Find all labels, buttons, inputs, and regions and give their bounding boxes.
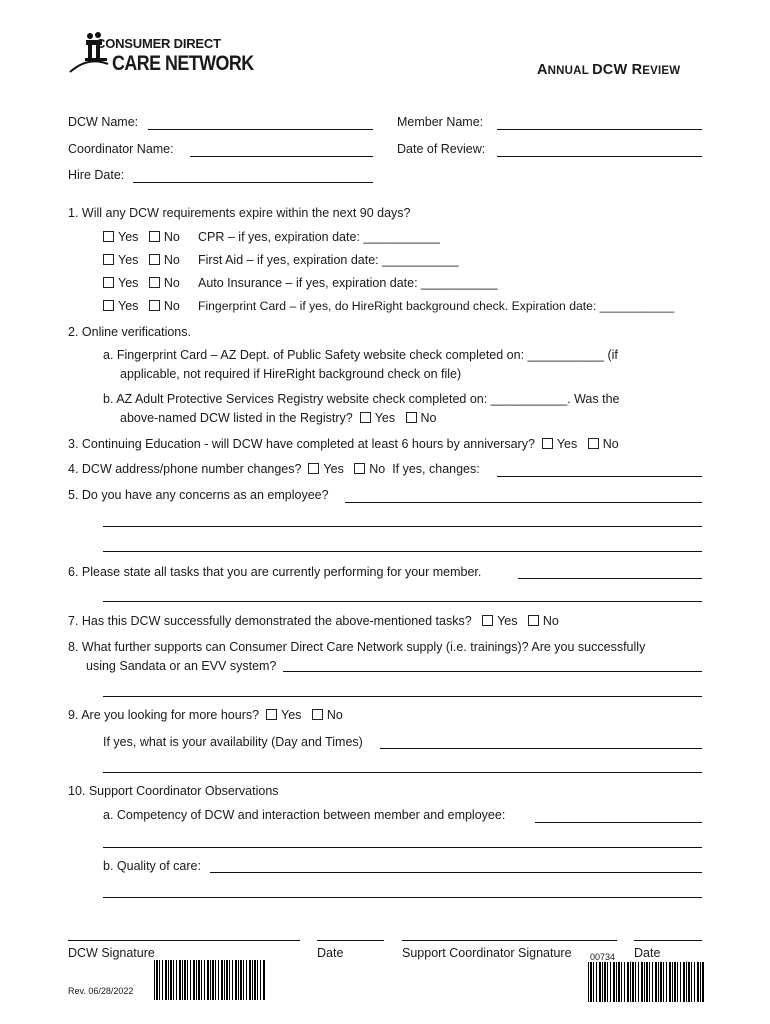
q1-item-first-aid: First Aid – if yes, expiration date: ___________: [198, 253, 459, 267]
no-checkbox[interactable]: [588, 438, 599, 449]
question-8-line2: using Sandata or an EVV system?: [86, 659, 277, 673]
no-checkbox[interactable]: [528, 615, 539, 626]
date-field-2[interactable]: [634, 940, 702, 941]
q10-a-label: a. Competency of DCW and interaction between member and employee:: [103, 808, 506, 822]
q9-availability-field[interactable]: [380, 748, 702, 749]
q8-answer-field[interactable]: [283, 671, 702, 672]
question-9: 9. Are you looking for more hours? Yes No: [68, 708, 343, 722]
q2-b-line1: b. AZ Adult Protective Services Registry website check completed on: ___________. Was the: [103, 392, 620, 406]
q10-b-label: b. Quality of care:: [103, 859, 201, 873]
q6-answer-field[interactable]: [518, 578, 702, 579]
coordinator-signature-field[interactable]: [402, 940, 617, 941]
no-checkbox[interactable]: [354, 463, 365, 474]
date-of-review-field[interactable]: [497, 156, 702, 157]
dcw-name-field[interactable]: [148, 129, 373, 130]
q2-b-line2: above-named DCW listed in the Registry? Yes No: [120, 411, 437, 425]
yes-checkbox[interactable]: [103, 277, 114, 288]
revision-date: Rev. 06/28/2022: [68, 986, 134, 996]
question-3: 3. Continuing Education - will DCW have completed at least 6 hours by anniversary? Yes No: [68, 437, 619, 451]
q2-a-line1: a. Fingerprint Card – AZ Dept. of Public Safety website check completed on: ___________ (if: [103, 348, 618, 362]
member-name-field[interactable]: [497, 129, 702, 130]
dcw-signature-field[interactable]: [68, 940, 300, 941]
q5-answer-line-2[interactable]: [103, 526, 702, 527]
q1-item-cpr: CPR – if yes, expiration date: ___________: [198, 230, 440, 244]
date-of-review-label: Date of Review:: [397, 142, 486, 156]
q5-answer-field[interactable]: [345, 502, 702, 503]
yes-checkbox[interactable]: [482, 615, 493, 626]
yes-checkbox[interactable]: [103, 300, 114, 311]
question-10: 10. Support Coordinator Observations: [68, 784, 279, 798]
date-label-1: Date: [317, 946, 344, 960]
yes-checkbox[interactable]: [360, 412, 371, 423]
coordinator-signature-label: Support Coordinator Signature: [402, 946, 572, 960]
yes-checkbox[interactable]: [103, 231, 114, 242]
no-checkbox[interactable]: [406, 412, 417, 423]
q1-item-fingerprint: Fingerprint Card – if yes, do HireRight background check. Expiration date: ___________: [198, 299, 675, 313]
dcw-name-label: DCW Name:: [68, 115, 139, 129]
question-6: 6. Please state all tasks that you are currently performing for your member.: [68, 565, 482, 579]
date-field-1[interactable]: [317, 940, 384, 941]
q1-row-auto-insurance: Yes No: [103, 276, 180, 290]
hire-date-label: Hire Date:: [68, 168, 125, 182]
q1-item-auto-insurance: Auto Insurance – if yes, expiration date: ___________: [198, 276, 498, 290]
question-1: 1. Will any DCW requirements expire within the next 90 days?: [68, 206, 411, 220]
q10-b-line-2[interactable]: [103, 897, 702, 898]
q1-row-cpr: Yes No: [103, 230, 180, 244]
form-code: 00734: [590, 952, 616, 962]
q6-answer-line-2[interactable]: [103, 601, 702, 602]
dcw-signature-label: DCW Signature: [68, 946, 155, 960]
no-checkbox[interactable]: [149, 300, 160, 311]
company-logo: [68, 30, 258, 92]
no-checkbox[interactable]: [149, 277, 160, 288]
yes-checkbox[interactable]: [103, 254, 114, 265]
question-4: 4. DCW address/phone number changes? Yes No If yes, changes:: [68, 462, 480, 476]
q10-a-line-2[interactable]: [103, 847, 702, 848]
hire-date-field[interactable]: [133, 182, 373, 183]
coordinator-name-field[interactable]: [190, 156, 373, 157]
q1-row-first-aid: Yes No: [103, 253, 180, 267]
logo-line1: CONSUMER DIRECT: [96, 36, 221, 51]
q2-a-line2: applicable, not required if HireRight background check on file): [120, 367, 462, 381]
logo-line2: CARE NETWORK: [112, 52, 254, 75]
question-7: 7. Has this DCW successfully demonstrated the above-mentioned tasks? Yes No: [68, 614, 559, 628]
question-2: 2. Online verifications.: [68, 325, 191, 339]
q1-row-fingerprint: Yes No: [103, 299, 180, 313]
barcode-left-icon: [154, 960, 266, 1000]
page-title: ANNUAL DCW REVIEW: [537, 62, 681, 78]
q4-changes-field[interactable]: [497, 476, 702, 477]
barcode-right-icon: [588, 962, 704, 1002]
q5-answer-line-3[interactable]: [103, 551, 702, 552]
q8-answer-line-2[interactable]: [103, 696, 702, 697]
q9-availability-line-2[interactable]: [103, 772, 702, 773]
q10-b-field[interactable]: [210, 872, 702, 873]
no-checkbox[interactable]: [312, 709, 323, 720]
date-label-2: Date: [634, 946, 661, 960]
yes-checkbox[interactable]: [266, 709, 277, 720]
yes-checkbox[interactable]: [308, 463, 319, 474]
yes-checkbox[interactable]: [542, 438, 553, 449]
q10-a-field[interactable]: [535, 822, 702, 823]
member-name-label: Member Name:: [397, 115, 484, 129]
no-checkbox[interactable]: [149, 231, 160, 242]
question-5: 5. Do you have any concerns as an employee?: [68, 488, 329, 502]
no-checkbox[interactable]: [149, 254, 160, 265]
question-8-line1: 8. What further supports can Consumer Direct Care Network supply (i.e. trainings)? Are you successfully: [68, 640, 646, 654]
coordinator-name-label: Coordinator Name:: [68, 142, 174, 156]
q9-availability-label: If yes, what is your availability (Day and Times): [103, 735, 363, 749]
